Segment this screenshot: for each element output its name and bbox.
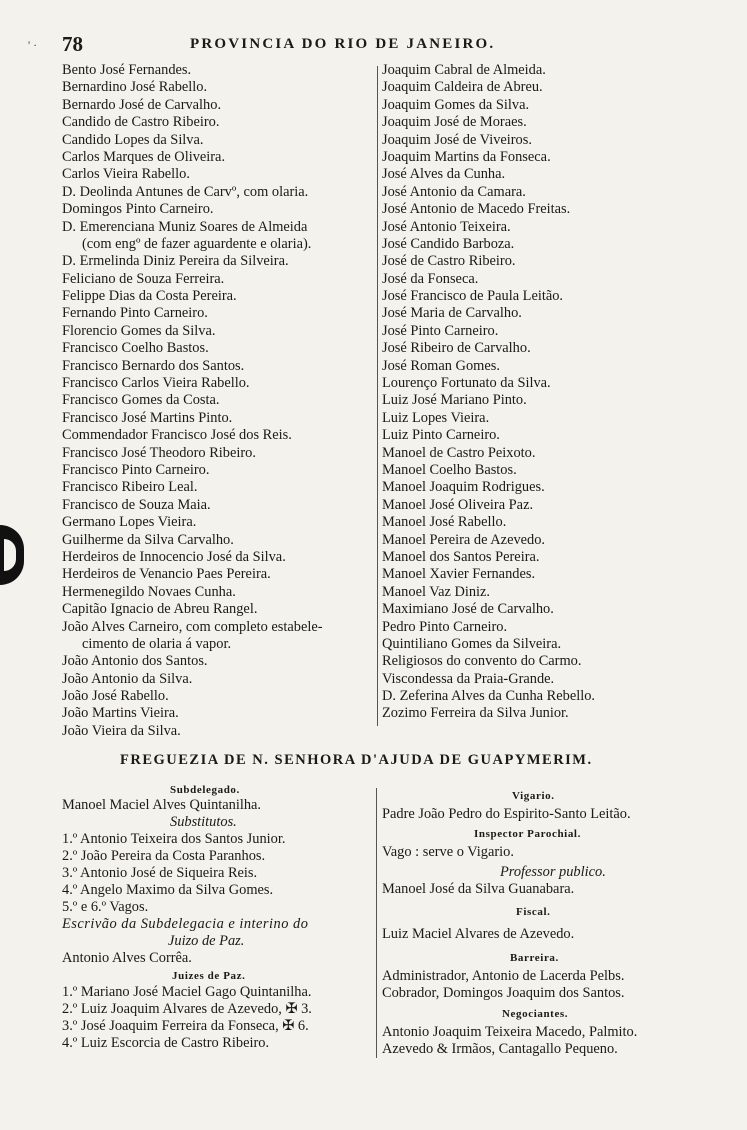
name-entry: Manoel José Rabello.: [382, 514, 507, 531]
negociantes-label: Negociantes.: [502, 1008, 569, 1020]
name-entry: José Maria de Carvalho.: [382, 305, 522, 322]
name-entry: Hermenegildo Novaes Cunha.: [62, 583, 236, 600]
substituto-2: 2.º João Pereira da Costa Paranhos.: [62, 848, 266, 864]
name-entry: Manoel Joaquim Rodrigues.: [382, 479, 545, 496]
name-entry: José Candido Barboza.: [382, 235, 515, 252]
name-entry: Bernardo José de Carvalho.: [62, 96, 222, 113]
running-head-title: PROVINCIA DO RIO DE JANEIRO.: [190, 36, 496, 52]
name-entry: Candido Lopes da Silva.: [62, 131, 204, 148]
name-entry: José da Fonseca.: [382, 270, 479, 287]
name-entry: José Roman Gomes.: [382, 357, 500, 374]
page-header: [62, 32, 682, 58]
name-entry: Herdeiros de Venancio Paes Pereira.: [62, 566, 271, 583]
professor-label: Professor publico.: [500, 864, 606, 880]
name-entry: Maximiano José de Carvalho.: [382, 601, 554, 618]
escrivao-label-line-2: Juizo de Paz.: [168, 933, 245, 949]
name-entry: Manoel Xavier Fernandes.: [382, 566, 536, 583]
name-entry: cimento de olaria á vapor.: [82, 635, 232, 652]
name-entry: Viscondessa da Praia-Grande.: [382, 670, 555, 687]
name-entry: Joaquim Martins da Fonseca.: [382, 148, 551, 165]
name-entry: Luiz Pinto Carneiro.: [382, 427, 500, 444]
name-entry: Francisco Coelho Bastos.: [62, 340, 209, 357]
substituto-5-6: 5.º e 6.º Vagos.: [62, 899, 149, 915]
name-entry: Bernardino José Rabello.: [62, 79, 208, 96]
name-entry: Commendador Francisco José dos Reis.: [62, 427, 292, 444]
escrivao-label-line-1: Escrivão da Subdelegacia e interino do: [62, 916, 309, 932]
name-entry: Luiz José Mariano Pinto.: [382, 392, 527, 409]
barreira-label: Barreira.: [510, 952, 559, 964]
right-name-column: [382, 62, 682, 723]
name-entry: Joaquim José de Moraes.: [382, 114, 527, 131]
name-entry: Francisco Bernardo dos Santos.: [62, 357, 245, 374]
professor-name: Manoel José da Silva Guanabara.: [382, 881, 575, 897]
name-entry: Francisco Carlos Vieira Rabello.: [62, 375, 250, 392]
escrivao-name: Antonio Alves Corrêa.: [62, 950, 192, 966]
name-entry: João Martins Vieira.: [62, 705, 179, 722]
name-entry: Manoel Vaz Diniz.: [382, 583, 491, 600]
column-divider: [377, 66, 378, 726]
name-entry: Carlos Marques de Oliveira.: [62, 148, 226, 165]
name-entry: José Francisco de Paula Leitão.: [382, 288, 564, 305]
juiz-4: 4.º Luiz Escorcia de Castro Ribeiro.: [62, 1035, 270, 1051]
name-entry: Francisco José Martins Pinto.: [62, 409, 233, 426]
section-title: FREGUEZIA DE N. SENHORA D'AJUDA DE GUAPYMERIM.: [120, 752, 593, 768]
name-entry: Carlos Vieira Rabello.: [62, 166, 190, 183]
section-column-divider: [376, 788, 377, 1058]
name-entry: Germano Lopes Vieira.: [62, 514, 197, 531]
name-entry: Pedro Pinto Carneiro.: [382, 618, 508, 635]
name-entry: Feliciano de Souza Ferreira.: [62, 270, 225, 287]
name-entry: José Pinto Carneiro.: [382, 322, 499, 339]
name-entry: D. Ermelinda Diniz Pereira da Silveira.: [62, 253, 289, 270]
name-entry: Manoel José Oliveira Paz.: [382, 496, 534, 513]
barreira-cobrador: Cobrador, Domingos Joaquim dos Santos.: [382, 985, 625, 1001]
name-entry: José Antonio Teixeira.: [382, 218, 511, 235]
substitutos-label: Substitutos.: [170, 814, 237, 830]
substituto-4: 4.º Angelo Maximo da Silva Gomes.: [62, 882, 274, 898]
name-entry: Fernando Pinto Carneiro.: [62, 305, 208, 322]
name-entry: Francisco Pinto Carneiro.: [62, 461, 210, 478]
name-entry: João Antonio da Silva.: [62, 670, 193, 687]
name-entry: D. Deolinda Antunes de Carvº, com olaria.: [62, 183, 309, 200]
name-entry: João José Rabello.: [62, 688, 169, 705]
ink-blot-mark: [0, 525, 24, 585]
negociante-1: Antonio Joaquim Teixeira Macedo, Palmito.: [382, 1024, 638, 1040]
name-entry: (com engº de fazer aguardente e olaria).: [82, 235, 312, 252]
name-entry: D. Emerenciana Muniz Soares de Almeida: [62, 218, 308, 235]
subdelegado-label: Subdelegado.: [170, 784, 240, 796]
name-entry: Joaquim Gomes da Silva.: [382, 96, 530, 113]
name-entry: Lourenço Fortunato da Silva.: [382, 375, 551, 392]
name-entry: Candido de Castro Ribeiro.: [62, 114, 220, 131]
name-entry: Francisco José Theodoro Ribeiro.: [62, 444, 256, 461]
name-entry: Francisco Ribeiro Leal.: [62, 479, 198, 496]
name-entry: Joaquim Caldeira de Abreu.: [382, 79, 543, 96]
juiz-2: 2.º Luiz Joaquim Alvares de Azevedo, ✠ 3.: [62, 1001, 312, 1017]
name-entry: Felippe Dias da Costa Pereira.: [62, 288, 237, 305]
juiz-1: 1.º Mariano José Maciel Gago Quintanilha.: [62, 984, 312, 1000]
juiz-3: 3.º José Joaquim Ferreira da Fonseca, ✠ 6.: [62, 1018, 309, 1034]
name-entry: Guilherme da Silva Carvalho.: [62, 531, 234, 548]
name-entry: José Antonio da Camara.: [382, 183, 526, 200]
juizes-label: Juizes de Paz.: [172, 970, 246, 982]
name-entry: Florencio Gomes da Silva.: [62, 322, 216, 339]
name-entry: Luiz Lopes Vieira.: [382, 409, 490, 426]
name-entry: D. Zeferina Alves da Cunha Rebello.: [382, 688, 595, 705]
name-entry: Manoel de Castro Peixoto.: [382, 444, 536, 461]
name-entry: José Alves da Cunha.: [382, 166, 506, 183]
subdelegado-name: Manoel Maciel Alves Quintanilha.: [62, 797, 262, 813]
vigario-name: Padre João Pedro do Espirito-Santo Leitão.: [382, 806, 631, 822]
inspector-value: Vago : serve o Vigario.: [382, 844, 514, 860]
vigario-label: Vigario.: [512, 790, 555, 802]
negociante-2: Azevedo & Irmãos, Cantagallo Pequeno.: [382, 1041, 618, 1057]
name-entry: João Alves Carneiro, com completo estabele-: [62, 618, 323, 635]
name-entry: Manoel Pereira de Azevedo.: [382, 531, 546, 548]
name-entry: Quintiliano Gomes da Silveira.: [382, 635, 562, 652]
page-number: 78: [62, 32, 83, 56]
name-entry: Joaquim Cabral de Almeida.: [382, 62, 546, 78]
fiscal-name: Luiz Maciel Alvares de Azevedo.: [382, 926, 575, 942]
substituto-1: 1.º Antonio Teixeira dos Santos Junior.: [62, 831, 286, 847]
name-entry: Capitão Ignacio de Abreu Rangel.: [62, 601, 258, 618]
name-entry: Joaquim José de Viveiros.: [382, 131, 532, 148]
name-entry: José Ribeiro de Carvalho.: [382, 340, 531, 357]
barreira-administrador: Administrador, Antonio de Lacerda Pelbs.: [382, 968, 625, 984]
name-entry: João Vieira da Silva.: [62, 722, 181, 739]
left-name-column: [62, 62, 376, 740]
name-entry: Francisco de Souza Maia.: [62, 496, 211, 513]
name-entry: José Antonio de Macedo Freitas.: [382, 201, 571, 218]
inspector-label: Inspector Parochial.: [474, 828, 581, 840]
name-entry: Domingos Pinto Carneiro.: [62, 201, 214, 218]
name-entry: Manoel dos Santos Pereira.: [382, 548, 540, 565]
name-entry: José de Castro Ribeiro.: [382, 253, 516, 270]
name-entry: Zozimo Ferreira da Silva Junior.: [382, 705, 569, 722]
margin-ticks: ' ·: [28, 38, 38, 52]
name-entry: Herdeiros de Innocencio José da Silva.: [62, 548, 286, 565]
fiscal-label: Fiscal.: [516, 906, 551, 918]
substituto-3: 3.º Antonio José de Siqueira Reis.: [62, 865, 258, 881]
name-entry: Manoel Coelho Bastos.: [382, 461, 517, 478]
name-entry: Religiosos do convento do Carmo.: [382, 653, 582, 670]
name-entry: Francisco Gomes da Costa.: [62, 392, 220, 409]
name-entry: João Antonio dos Santos.: [62, 653, 208, 670]
name-entry: Bento José Fernandes.: [62, 62, 192, 78]
